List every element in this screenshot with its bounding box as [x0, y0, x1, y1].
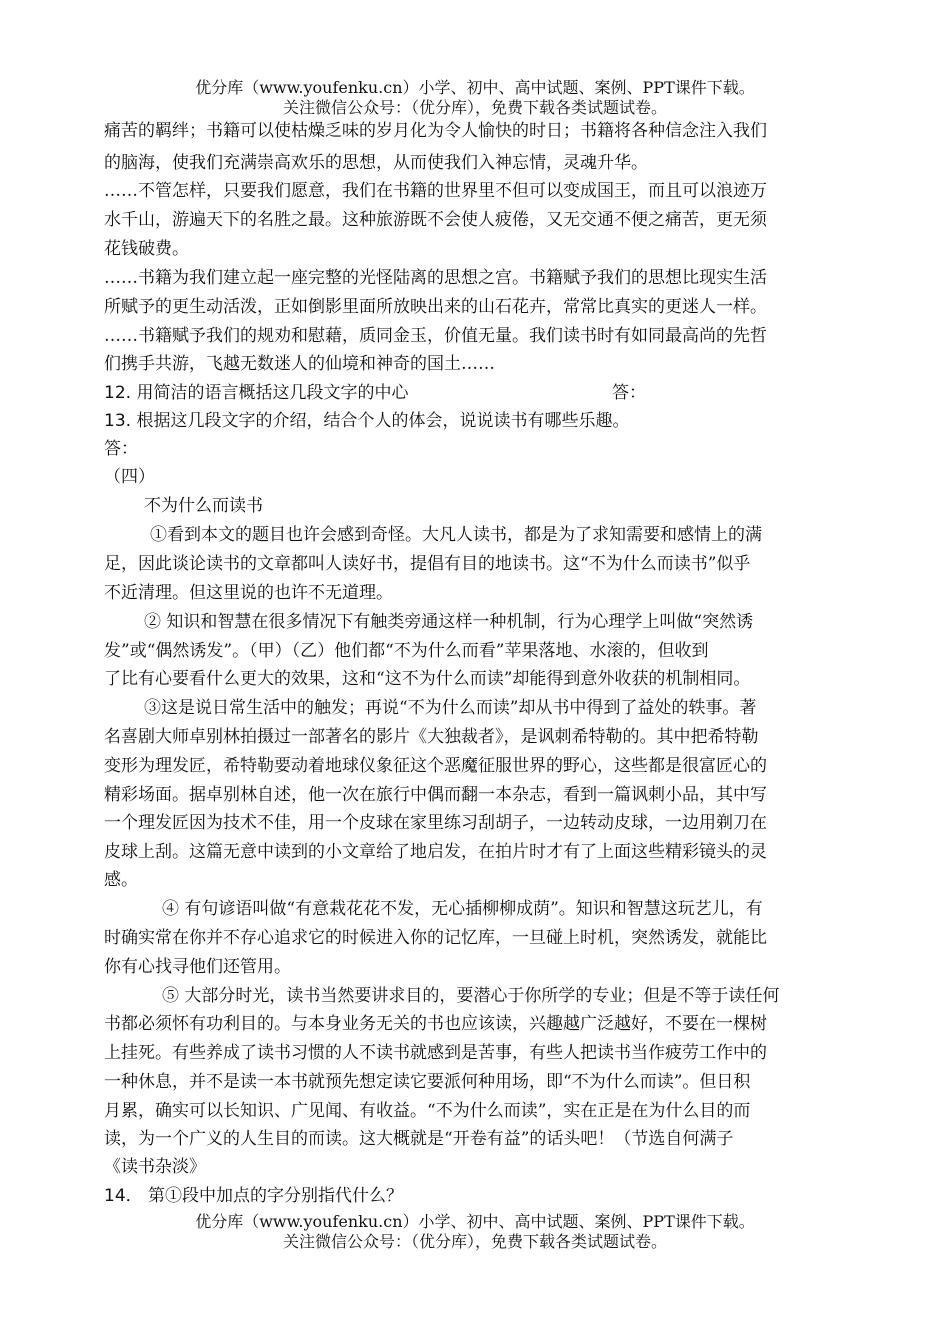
footer-line-1: 优分库（www.youfenku.cn）小学、初中、高中试题、案例、PPT课件下载。	[195, 1212, 755, 1231]
paragraph-line: 了比有心要看什么更大的效果，这和“这不为什么而读”却能得到意外收获的机制相同。	[104, 669, 751, 689]
question-text: 根据这几段文字的介绍，结合个人的体会，说说读书有哪些乐趣。	[136, 411, 630, 431]
passage-line: 们携手共游，飞越无数迷人的仙境和神奇的国土……	[104, 354, 495, 374]
passage-line: ……不管怎样，只要我们愿意，我们在书籍的世界里不但可以变成国王，而且可以浪迹万	[104, 181, 767, 201]
paragraph-line: 《读书杂淡》	[104, 1157, 206, 1177]
question-number: 13.	[104, 411, 132, 431]
paragraph-line: 皮球上刮。这篇无意中读到的小文章给了地启发，在拍片时才有了上面这些精彩镜头的灵	[104, 842, 767, 862]
answer-label: 答：	[104, 439, 138, 459]
passage-line: ……书籍赋予我们的规劝和慰藉，质同金玉，价值无量。我们读书时有如同最高尚的先哲	[104, 326, 767, 346]
paragraph-line: 名喜剧大师卓别林拍摄过一部著名的影片《大独裁者》，是讽刺希特勒的。其中把希特勒	[104, 727, 759, 747]
paragraph-line: ①看到本文的题目也许会感到奇怪。大凡人读书，都是为了求知需要和感情上的满	[150, 525, 762, 545]
article-title: 不为什么而读书	[144, 496, 263, 516]
paragraph-line: 变形为理发匠，希特勒要动着地球仪象征这个恶魔征服世界的野心，这些都是很富匠心的	[104, 756, 767, 776]
question-number: 14．	[104, 1186, 143, 1206]
paragraph-line: 感。	[104, 870, 138, 890]
passage-line: 花钱破费。	[104, 239, 189, 259]
paragraph-line: 发”或“偶然诱发”。（甲）（乙）他们都“不为什么而看”苹果落地、水滚的，但收到	[104, 641, 709, 661]
header-line-1: 优分库（www.youfenku.cn）小学、初中、高中试题、案例、PPT课件下载。	[195, 78, 755, 97]
answer-label: 答：	[612, 383, 646, 403]
paragraph-line: 时确实常在你并不存心追求它的时候进入你的记忆库，一旦碰上时机，突然诱发，就能比	[104, 928, 767, 948]
question-13	[104, 410, 629, 432]
paragraph-line: ④ 有句谚语叫做“有意栽花花不发，无心插柳柳成荫”。知识和智慧这玩艺儿，有	[162, 899, 763, 919]
paragraph-line: ③这是说日常生活中的触发；再说“不为什么而读”却从书中得到了益处的轶事。著	[144, 698, 757, 718]
question-number: 12.	[104, 383, 132, 403]
paragraph-line: 一个理发匠因为技术不佳，用一个皮球在家里练习刮胡子，一边转动皮球，一边用剃刀在	[104, 813, 767, 833]
question-text: 第①段中加点的字分别指代什么？	[148, 1186, 404, 1206]
paragraph-line: ② 知识和智慧在很多情况下有触类旁通这样一种机制，行为心理学上叫做“突然诱	[144, 612, 754, 632]
paragraph-line: 月累，确实可以长知识、广见闻、有收益。“不为什么而读”，实在正是在为什么目的而	[104, 1101, 751, 1121]
question-12	[104, 382, 408, 404]
paragraph-line: 足，因此谈论读书的文章都叫人读好书，提倡有目的地读书。这“不为什么而读书”似乎	[104, 554, 751, 574]
paragraph-line: ⑤ 大部分时光，读书当然要讲求目的，要潜心于你所学的专业；但是不等于读任何	[162, 986, 780, 1006]
question-14	[104, 1185, 403, 1207]
passage-line: 水千山，游遍天下的名胜之最。这种旅游既不会使人疲倦，又无交通不便之痛苦，更无须	[104, 210, 767, 230]
passage-line: 的脑海，使我们充满崇高欢乐的思想，从而使我们入神忘情，灵魂升华。	[104, 153, 648, 173]
paragraph-line: 上挂死。有些养成了读书习惯的人不读书就感到是苦事，有些人把读书当作疲劳工作中的	[104, 1043, 767, 1063]
passage-line: 痛苦的羁绊；书籍可以使枯燥乏味的岁月化为令人愉快的时日；书籍将各种信念注入我们	[104, 121, 767, 141]
paragraph-line: 书都必须怀有功利目的。与本身业务无关的书也应该读，兴趣越广泛越好，不要在一棵树	[104, 1014, 767, 1034]
paragraph-line: 不近清理。但这里说的也许不无道理。	[104, 583, 393, 603]
paragraph-line: 一种休息，并不是读一本书就预先想定读它要派何种用场，即“不为什么而读”。但日积	[104, 1072, 751, 1092]
paragraph-line: 精彩场面。据卓别林自述，他一次在旅行中偶而翻一本杂志，看到一篇讽刺小品，其中写	[104, 785, 767, 805]
footer-line-2: 关注微信公众号：（优分库），免费下载各类试题试卷。	[282, 1232, 667, 1251]
passage-line: ……书籍为我们建立起一座完整的光怪陆离的思想之宫。书籍赋予我们的思想比现实生活	[104, 268, 767, 288]
header-line-2: 关注微信公众号：（优分库），免费下载各类试题试卷。	[282, 98, 667, 117]
question-text: 用简洁的语言概括这几段文字的中心	[136, 383, 409, 403]
section-label: （四）	[104, 467, 155, 487]
paragraph-line: 你有心找寻他们还管用。	[104, 957, 291, 977]
paragraph-line: 读，为一个广义的人生目的而读。这大概就是“开卷有益”的话头吧！（节选自何满子	[104, 1129, 734, 1149]
passage-line: 所赋予的更生动活泼，正如倒影里面所放映出来的山石花卉，常常比真实的更迷人一样。	[104, 297, 767, 317]
